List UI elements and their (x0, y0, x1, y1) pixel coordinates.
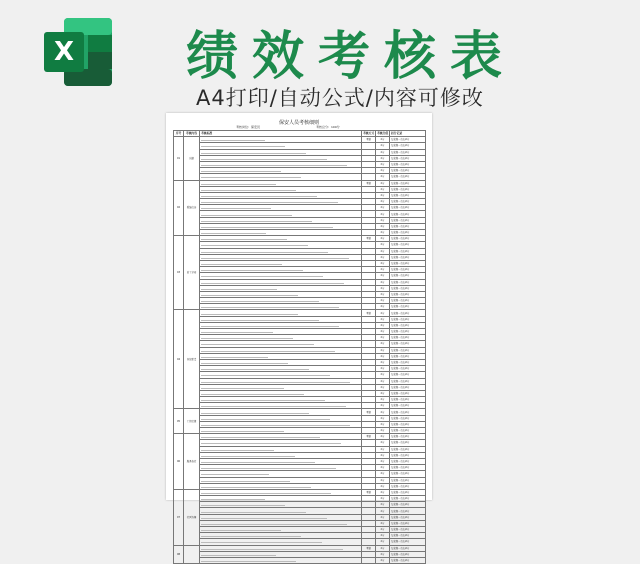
record-cell: 每发现一次扣2分 (390, 378, 426, 384)
record-cell: 每发现一次扣2分 (390, 366, 426, 372)
column-header: 扣分记录 (390, 131, 426, 137)
page-subtitle: A4打印/自动公式/内容可修改 (196, 86, 484, 110)
record-cell: 每发现一次扣2分 (390, 483, 426, 489)
method-cell: 考勤 (362, 137, 376, 143)
record-cell: 每发现一次扣2分 (390, 254, 426, 260)
record-cell: 每发现一次扣2分 (390, 341, 426, 347)
record-cell: 每发现一次扣2分 (390, 149, 426, 155)
record-cell: 每发现一次扣2分 (390, 465, 426, 471)
record-cell: 每发现一次扣2分 (390, 372, 426, 378)
section-name: 出勤 (184, 137, 200, 180)
record-cell: 每发现一次扣2分 (390, 242, 426, 248)
record-cell: 每发现一次扣2分 (390, 415, 426, 421)
record-cell: 每发现一次扣2分 (390, 403, 426, 409)
record-cell: 每发现一次扣2分 (390, 458, 426, 464)
score-cell: 2分 (376, 508, 390, 514)
record-cell: 每发现一次扣2分 (390, 384, 426, 390)
score-cell: 2分 (376, 260, 390, 266)
meta-field: 考核岗位：保安员 (236, 125, 261, 129)
record-cell: 每发现一次扣2分 (390, 545, 426, 551)
record-cell: 每发现一次扣2分 (390, 440, 426, 446)
score-cell: 2分 (376, 471, 390, 477)
column-header: 序号 (174, 131, 184, 137)
table-row (174, 557, 426, 563)
banner (0, 0, 640, 112)
score-cell: 2分 (376, 545, 390, 551)
record-cell: 每发现一次扣2分 (390, 186, 426, 192)
column-header: 考核内容 (184, 131, 200, 137)
sheet-preview (166, 113, 432, 563)
record-cell: 每发现一次扣2分 (390, 137, 426, 143)
record-cell: 每发现一次扣2分 (390, 533, 426, 539)
column-header: 考核方式 (363, 131, 375, 136)
record-cell: 每发现一次扣2分 (390, 267, 426, 273)
record-cell: 每发现一次扣2分 (390, 471, 426, 477)
method-cell: 考勤 (362, 489, 376, 495)
method-cell (362, 557, 376, 563)
score-cell: 2分 (376, 161, 390, 167)
meta-field: 考核总分：100分 (316, 125, 340, 129)
record-cell: 每发现一次扣2分 (390, 551, 426, 557)
score-cell: 2分 (376, 168, 390, 174)
record-cell: 每发现一次扣2分 (390, 199, 426, 205)
record-cell: 每发现一次扣2分 (390, 496, 426, 502)
record-cell: 每发现一次扣2分 (390, 359, 426, 365)
score-cell: 2分 (376, 477, 390, 483)
score-cell: 2分 (376, 366, 390, 372)
record-cell: 每发现一次扣2分 (390, 508, 426, 514)
record-cell: 每发现一次扣2分 (390, 322, 426, 328)
score-cell: 2分 (376, 254, 390, 260)
page-title: 绩效考核表 (186, 27, 517, 87)
section-number: 04 (174, 310, 184, 409)
score-cell: 2分 (376, 384, 390, 390)
record-cell: 每发现一次扣2分 (390, 143, 426, 149)
score-cell: 2分 (376, 149, 390, 155)
score-cell: 2分 (376, 378, 390, 384)
section-name: 岗位职责 (184, 310, 200, 409)
score-cell: 2分 (376, 502, 390, 508)
sheet-title: 保安人员考核细则 (278, 120, 319, 126)
score-cell: 2分 (376, 372, 390, 378)
method-cell: 考勤 (362, 545, 376, 551)
record-cell: 每发现一次扣2分 (390, 489, 426, 495)
score-cell: 2分 (376, 267, 390, 273)
score-cell: 2分 (376, 514, 390, 520)
record-cell: 每发现一次扣2分 (390, 168, 426, 174)
score-cell: 2分 (376, 174, 390, 180)
score-cell: 2分 (376, 137, 390, 143)
score-cell: 2分 (376, 155, 390, 161)
method-cell: 考勤 (362, 310, 376, 316)
score-cell: 2分 (376, 298, 390, 304)
record-cell: 每发现一次扣2分 (390, 557, 426, 563)
score-cell: 2分 (376, 359, 390, 365)
score-cell: 2分 (376, 279, 390, 285)
record-cell: 每发现一次扣2分 (390, 390, 426, 396)
score-cell: 2分 (376, 353, 390, 359)
svg-text:X: X (53, 37, 75, 67)
score-cell: 2分 (376, 403, 390, 409)
score-cell: 2分 (376, 248, 390, 254)
score-cell: 2分 (376, 199, 390, 205)
score-cell: 2分 (376, 322, 390, 328)
method-cell: 考勤 (362, 409, 376, 415)
section-number: 01 (174, 137, 184, 180)
section-number: 08 (174, 545, 184, 564)
record-cell: 每发现一次扣2分 (390, 192, 426, 198)
record-cell: 每发现一次扣2分 (390, 502, 426, 508)
record-cell: 每发现一次扣2分 (390, 155, 426, 161)
record-cell: 每发现一次扣2分 (390, 180, 426, 186)
score-cell: 2分 (376, 341, 390, 347)
section-number: 03 (174, 236, 184, 310)
score-cell: 2分 (376, 489, 390, 495)
score-cell: 2分 (376, 458, 390, 464)
section-name: 工作纪律 (184, 409, 200, 434)
score-cell: 2分 (376, 421, 390, 427)
record-cell: 每发现一次扣2分 (390, 248, 426, 254)
record-cell: 每发现一次扣2分 (390, 260, 426, 266)
record-cell: 每发现一次扣2分 (390, 279, 426, 285)
score-cell: 2分 (376, 186, 390, 192)
record-cell: 每发现一次扣2分 (390, 477, 426, 483)
record-cell: 每发现一次扣2分 (390, 174, 426, 180)
criteria-cell (200, 557, 362, 563)
column-header: 考核分值 (377, 131, 389, 136)
section-number: 07 (174, 489, 184, 545)
score-cell: 2分 (376, 211, 390, 217)
record-cell: 每发现一次扣2分 (390, 329, 426, 335)
record-cell: 每发现一次扣2分 (390, 217, 426, 223)
section-number: 05 (174, 409, 184, 434)
record-cell: 每发现一次扣2分 (390, 310, 426, 316)
column-header: 考核标准 (200, 131, 362, 137)
record-cell: 每发现一次扣2分 (390, 409, 426, 415)
score-cell: 2分 (376, 217, 390, 223)
record-cell: 每发现一次扣2分 (390, 520, 426, 526)
record-cell: 每发现一次扣2分 (390, 236, 426, 242)
score-cell: 2分 (376, 390, 390, 396)
score-cell: 2分 (376, 496, 390, 502)
score-cell: 2分 (376, 483, 390, 489)
score-cell: 2分 (376, 143, 390, 149)
score-cell: 2分 (376, 397, 390, 403)
score-cell: 2分 (376, 310, 390, 316)
score-cell: 2分 (376, 434, 390, 440)
record-cell: 每发现一次扣2分 (390, 161, 426, 167)
method-cell: 考勤 (362, 236, 376, 242)
score-cell: 2分 (376, 452, 390, 458)
record-cell: 每发现一次扣2分 (390, 291, 426, 297)
record-cell: 每发现一次扣2分 (390, 347, 426, 353)
section-number: 06 (174, 434, 184, 490)
score-cell: 2分 (376, 520, 390, 526)
score-cell: 2分 (376, 236, 390, 242)
score-cell: 2分 (376, 230, 390, 236)
excel-icon (40, 14, 116, 90)
record-cell: 每发现一次扣2分 (390, 428, 426, 434)
record-cell: 每发现一次扣2分 (390, 446, 426, 452)
record-cell: 每发现一次扣2分 (390, 273, 426, 279)
record-cell: 每发现一次扣2分 (390, 230, 426, 236)
section-name (184, 545, 200, 564)
record-cell: 每发现一次扣2分 (390, 304, 426, 310)
score-cell: 2分 (376, 551, 390, 557)
score-cell: 2分 (376, 329, 390, 335)
score-cell: 2分 (376, 527, 390, 533)
record-cell: 每发现一次扣2分 (390, 397, 426, 403)
score-cell: 2分 (376, 304, 390, 310)
score-cell: 2分 (376, 533, 390, 539)
score-cell: 2分 (376, 316, 390, 322)
score-cell: 2分 (376, 409, 390, 415)
score-cell: 2分 (376, 291, 390, 297)
section-name: 社区协调 (184, 489, 200, 545)
record-cell: 每发现一次扣2分 (390, 539, 426, 545)
score-cell: 2分 (376, 415, 390, 421)
record-cell: 每发现一次扣2分 (390, 285, 426, 291)
record-cell: 每发现一次扣2分 (390, 298, 426, 304)
section-name: 着装仪容 (184, 180, 200, 236)
score-cell: 2分 (376, 180, 390, 186)
score-cell: 2分 (376, 223, 390, 229)
score-cell: 2分 (376, 428, 390, 434)
record-cell: 每发现一次扣2分 (390, 514, 426, 520)
score-cell: 2分 (376, 192, 390, 198)
method-cell: 考勤 (362, 180, 376, 186)
score-cell: 2分 (376, 335, 390, 341)
record-cell: 每发现一次扣2分 (390, 316, 426, 322)
record-cell: 每发现一次扣2分 (390, 211, 426, 217)
record-cell: 每发现一次扣2分 (390, 434, 426, 440)
score-cell: 2分 (376, 440, 390, 446)
score-cell: 2分 (376, 273, 390, 279)
score-cell: 2分 (376, 205, 390, 211)
section-name: 员工守则 (184, 236, 200, 310)
score-cell: 2分 (376, 465, 390, 471)
record-cell: 每发现一次扣2分 (390, 353, 426, 359)
assessment-table (173, 130, 426, 564)
score-cell: 2分 (376, 242, 390, 248)
score-cell: 2分 (376, 347, 390, 353)
method-cell: 考勤 (362, 434, 376, 440)
score-cell: 2分 (376, 539, 390, 545)
record-cell: 每发现一次扣2分 (390, 421, 426, 427)
score-cell: 2分 (376, 557, 390, 563)
section-number: 02 (174, 180, 184, 236)
score-cell: 2分 (376, 446, 390, 452)
record-cell: 每发现一次扣2分 (390, 527, 426, 533)
record-cell: 每发现一次扣2分 (390, 205, 426, 211)
section-name: 服务态度 (184, 434, 200, 490)
record-cell: 每发现一次扣2分 (390, 223, 426, 229)
score-cell: 2分 (376, 285, 390, 291)
record-cell: 每发现一次扣2分 (390, 335, 426, 341)
record-cell: 每发现一次扣2分 (390, 452, 426, 458)
